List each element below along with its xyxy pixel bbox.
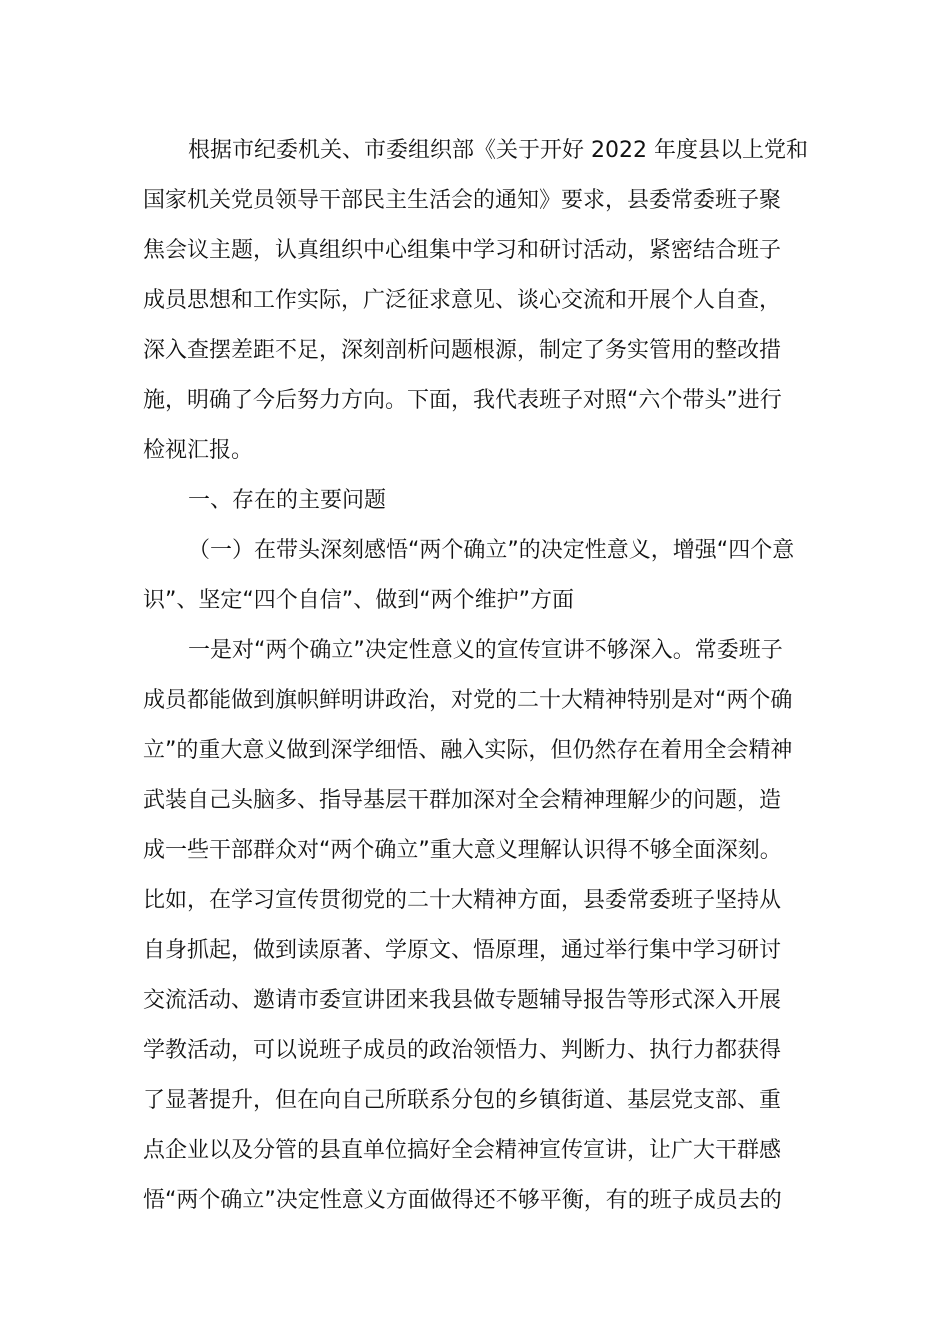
paragraph-1-line-2: 国家机关党员领导干部民主生活会的通知》要求，县委常委班子聚 [143,188,782,213]
paragraph-1-line-1: 根据市纪委机关、市委组织部《关于开好 2022 年度县以上党和 [188,138,808,163]
paragraph-2-line-10: 了显著提升，但在向自己所联系分包的乡镇街道、基层党支部、重 [143,1088,782,1113]
paragraph-2-line-9: 学教活动，可以说班子成员的政治领悟力、判断力、执行力都获得 [143,1038,782,1063]
paragraph-2-line-11: 点企业以及分管的县直单位搞好全会精神宣传宣讲，让广大干群感 [143,1138,782,1163]
section-heading-1: 一、存在的主要问题 [188,488,387,513]
paragraph-2-line-12: 悟“两个确立”决定性意义方面做得还不够平衡，有的班子成员去的 [143,1188,782,1213]
paragraph-1-line-5: 深入查摆差距不足，深刻剖析问题根源，制定了务实管用的整改措 [143,338,782,363]
paragraph-2-line-6: 比如，在学习宣传贯彻党的二十大精神方面，县委常委班子坚持从 [143,888,782,913]
paragraph-2-line-7: 自身抓起，做到读原著、学原文、悟原理，通过举行集中学习研讨 [143,938,782,963]
paragraph-1-line-7: 检视汇报。 [143,438,254,463]
paragraph-2-line-4: 武装自己头脑多、指导基层干群加深对全会精神理解少的问题，造 [143,788,782,813]
paragraph-1-line-3: 焦会议主题，认真组织中心组集中学习和研讨活动，紧密结合班子 [143,238,782,263]
paragraph-2-line-1: 一是对“两个确立”决定性意义的宣传宣讲不够深入。常委班子 [188,638,783,663]
paragraph-2-line-5: 成一些干部群众对“两个确立”重大意义理解认识得不够全面深刻。 [143,838,782,863]
paragraph-2-line-3: 立”的重大意义做到深学细悟、融入实际，但仍然存在着用全会精神 [143,738,793,763]
paragraph-2-line-2: 成员都能做到旗帜鲜明讲政治，对党的二十大精神特别是对“两个确 [143,688,793,713]
subsection-heading-1-line-2: 识”、坚定“四个自信”、做到“两个维护”方面 [143,588,574,613]
paragraph-1-line-6: 施，明确了今后努力方向。下面，我代表班子对照“六个带头”进行 [143,388,782,413]
paragraph-1-line-4: 成员思想和工作实际，广泛征求意见、谈心交流和开展个人自查， [143,288,782,313]
paragraph-2-line-8: 交流活动、邀请市委宣讲团来我县做专题辅导报告等形式深入开展 [143,988,782,1013]
subsection-heading-1-line-1: （一）在带头深刻感悟“两个确立”的决定性意义，增强“四个意 [188,538,795,563]
